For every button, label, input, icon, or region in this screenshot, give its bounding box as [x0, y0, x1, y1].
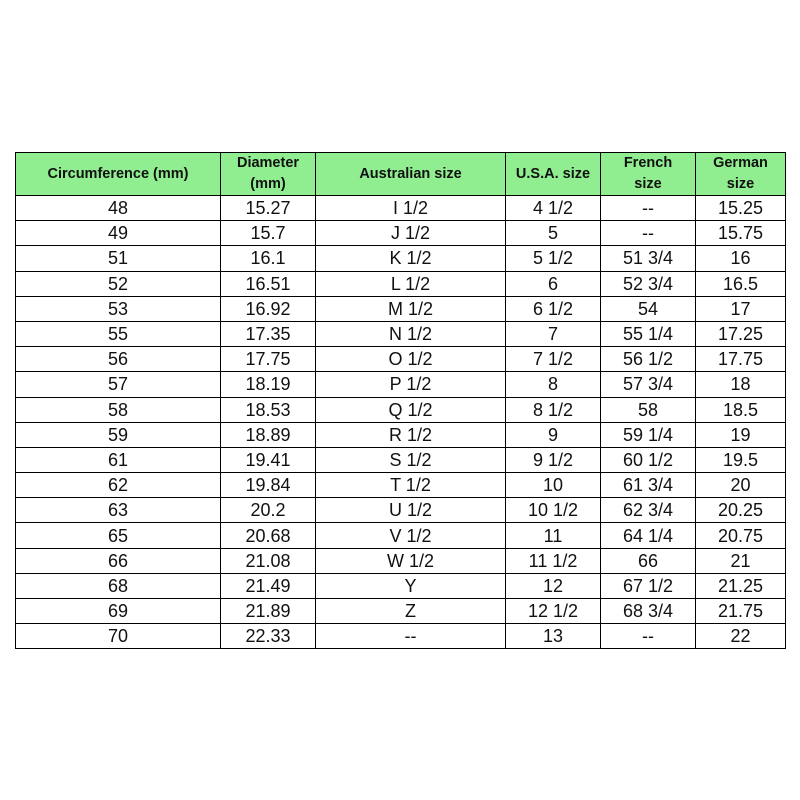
cell-french-size: 64 1/4	[601, 523, 696, 548]
column-header-french-size	[601, 153, 696, 196]
cell-french-size: 60 1/2	[601, 447, 696, 472]
cell-german-size: 21.25	[696, 573, 786, 598]
table-row	[16, 321, 786, 346]
cell-diameter: 17.75	[221, 347, 316, 372]
cell-french-size: --	[601, 624, 696, 649]
column-header-line: size	[634, 176, 662, 192]
cell-german-size: 18	[696, 372, 786, 397]
cell-diameter: 21.49	[221, 573, 316, 598]
cell-diameter: 22.33	[221, 624, 316, 649]
header-row	[16, 153, 786, 196]
table-row	[16, 347, 786, 372]
column-header-australian-size	[316, 153, 506, 196]
cell-circumference: 52	[16, 271, 221, 296]
table-row	[16, 296, 786, 321]
cell-australian-size: U 1/2	[316, 498, 506, 523]
cell-circumference: 59	[16, 422, 221, 447]
cell-french-size: --	[601, 221, 696, 246]
cell-usa-size: 4 1/2	[506, 196, 601, 221]
cell-australian-size: L 1/2	[316, 271, 506, 296]
cell-australian-size: --	[316, 624, 506, 649]
cell-australian-size: S 1/2	[316, 447, 506, 472]
table-header	[16, 153, 786, 196]
cell-french-size: 56 1/2	[601, 347, 696, 372]
cell-german-size: 21.75	[696, 599, 786, 624]
cell-usa-size: 5 1/2	[506, 246, 601, 271]
column-header-line: Circumference (mm)	[47, 165, 189, 182]
table-body	[16, 196, 786, 649]
cell-usa-size: 8 1/2	[506, 397, 601, 422]
cell-german-size: 20.25	[696, 498, 786, 523]
column-header-line: German	[713, 155, 768, 171]
cell-german-size: 16.5	[696, 271, 786, 296]
cell-australian-size: R 1/2	[316, 422, 506, 447]
table-row	[16, 523, 786, 548]
cell-diameter: 16.51	[221, 271, 316, 296]
cell-usa-size: 12 1/2	[506, 599, 601, 624]
column-header-usa-size	[506, 153, 601, 196]
cell-diameter: 18.53	[221, 397, 316, 422]
cell-german-size: 19.5	[696, 447, 786, 472]
cell-australian-size: Q 1/2	[316, 397, 506, 422]
cell-diameter: 18.89	[221, 422, 316, 447]
cell-circumference: 69	[16, 599, 221, 624]
column-header-line: size	[726, 176, 755, 192]
cell-french-size: 62 3/4	[601, 498, 696, 523]
cell-circumference: 51	[16, 246, 221, 271]
cell-german-size: 17.75	[696, 347, 786, 372]
cell-german-size: 17.25	[696, 321, 786, 346]
cell-australian-size: K 1/2	[316, 246, 506, 271]
ring-size-table	[15, 152, 786, 649]
cell-diameter: 20.68	[221, 523, 316, 548]
table-row	[16, 447, 786, 472]
cell-diameter: 16.1	[221, 246, 316, 271]
cell-australian-size: P 1/2	[316, 372, 506, 397]
cell-french-size: 55 1/4	[601, 321, 696, 346]
cell-diameter: 21.08	[221, 548, 316, 573]
cell-circumference: 68	[16, 573, 221, 598]
table-row	[16, 271, 786, 296]
cell-usa-size: 11 1/2	[506, 548, 601, 573]
cell-french-size: 68 3/4	[601, 599, 696, 624]
cell-australian-size: T 1/2	[316, 473, 506, 498]
table-row	[16, 548, 786, 573]
column-header-line: Australian size	[359, 165, 462, 182]
cell-circumference: 65	[16, 523, 221, 548]
cell-australian-size: N 1/2	[316, 321, 506, 346]
cell-usa-size: 11	[506, 523, 601, 548]
cell-australian-size: O 1/2	[316, 347, 506, 372]
cell-circumference: 56	[16, 347, 221, 372]
cell-german-size: 15.25	[696, 196, 786, 221]
cell-usa-size: 6 1/2	[506, 296, 601, 321]
cell-australian-size: J 1/2	[316, 221, 506, 246]
cell-circumference: 55	[16, 321, 221, 346]
cell-diameter: 19.41	[221, 447, 316, 472]
cell-german-size: 18.5	[696, 397, 786, 422]
cell-circumference: 63	[16, 498, 221, 523]
cell-german-size: 15.75	[696, 221, 786, 246]
table-row	[16, 573, 786, 598]
cell-circumference: 57	[16, 372, 221, 397]
cell-usa-size: 7 1/2	[506, 347, 601, 372]
cell-french-size: 67 1/2	[601, 573, 696, 598]
cell-french-size: 57 3/4	[601, 372, 696, 397]
cell-diameter: 16.92	[221, 296, 316, 321]
cell-french-size: 52 3/4	[601, 271, 696, 296]
cell-usa-size: 9 1/2	[506, 447, 601, 472]
cell-australian-size: Z	[316, 599, 506, 624]
cell-german-size: 19	[696, 422, 786, 447]
column-header-line: French	[623, 155, 673, 171]
cell-usa-size: 12	[506, 573, 601, 598]
cell-australian-size: W 1/2	[316, 548, 506, 573]
cell-usa-size: 10 1/2	[506, 498, 601, 523]
cell-diameter: 21.89	[221, 599, 316, 624]
cell-australian-size: Y	[316, 573, 506, 598]
column-header-line: Diameter	[236, 155, 300, 171]
cell-australian-size: V 1/2	[316, 523, 506, 548]
table-row	[16, 624, 786, 649]
cell-usa-size: 9	[506, 422, 601, 447]
cell-circumference: 61	[16, 447, 221, 472]
table-row	[16, 473, 786, 498]
cell-usa-size: 10	[506, 473, 601, 498]
cell-usa-size: 5	[506, 221, 601, 246]
cell-diameter: 15.7	[221, 221, 316, 246]
table-row	[16, 372, 786, 397]
column-header-line: (mm)	[250, 176, 286, 192]
cell-circumference: 62	[16, 473, 221, 498]
column-header-circumference	[16, 153, 221, 196]
cell-german-size: 20.75	[696, 523, 786, 548]
cell-usa-size: 13	[506, 624, 601, 649]
table-row	[16, 221, 786, 246]
cell-diameter: 18.19	[221, 372, 316, 397]
cell-circumference: 66	[16, 548, 221, 573]
cell-german-size: 16	[696, 246, 786, 271]
table-row	[16, 498, 786, 523]
cell-french-size: 59 1/4	[601, 422, 696, 447]
cell-french-size: 61 3/4	[601, 473, 696, 498]
cell-diameter: 20.2	[221, 498, 316, 523]
cell-usa-size: 6	[506, 271, 601, 296]
cell-german-size: 21	[696, 548, 786, 573]
cell-circumference: 53	[16, 296, 221, 321]
cell-circumference: 70	[16, 624, 221, 649]
cell-german-size: 20	[696, 473, 786, 498]
cell-usa-size: 7	[506, 321, 601, 346]
cell-circumference: 58	[16, 397, 221, 422]
cell-german-size: 17	[696, 296, 786, 321]
cell-circumference: 48	[16, 196, 221, 221]
cell-german-size: 22	[696, 624, 786, 649]
column-header-line: U.S.A. size	[515, 165, 591, 182]
column-header-german-size	[696, 153, 786, 196]
cell-australian-size: M 1/2	[316, 296, 506, 321]
table-row	[16, 397, 786, 422]
cell-french-size: 66	[601, 548, 696, 573]
cell-circumference: 49	[16, 221, 221, 246]
cell-diameter: 17.35	[221, 321, 316, 346]
table-row	[16, 599, 786, 624]
cell-diameter: 19.84	[221, 473, 316, 498]
table-row	[16, 196, 786, 221]
cell-french-size: --	[601, 196, 696, 221]
cell-french-size: 54	[601, 296, 696, 321]
cell-australian-size: I 1/2	[316, 196, 506, 221]
cell-french-size: 51 3/4	[601, 246, 696, 271]
column-header-diameter	[221, 153, 316, 196]
cell-diameter: 15.27	[221, 196, 316, 221]
cell-french-size: 58	[601, 397, 696, 422]
table-row	[16, 246, 786, 271]
cell-usa-size: 8	[506, 372, 601, 397]
table-row	[16, 422, 786, 447]
